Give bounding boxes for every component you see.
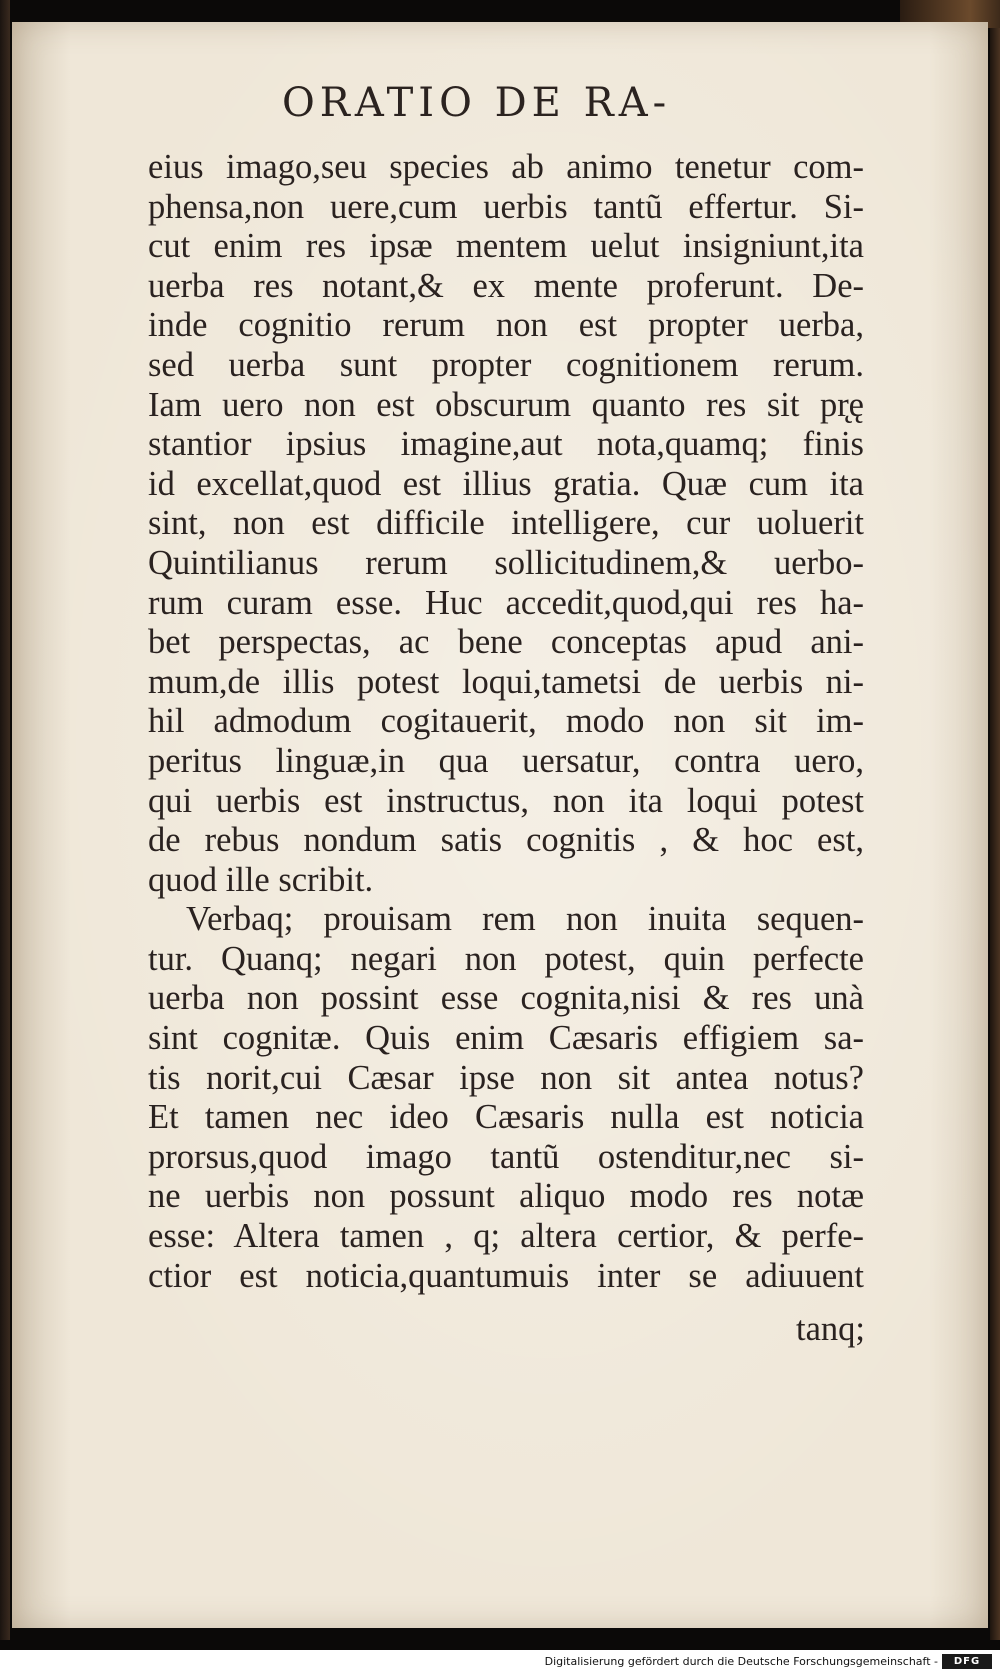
text-line: stantior ipsius imagine,aut nota,quamq; finis — [148, 425, 864, 464]
text-line: phensa,non uere,cum uerbis tantũ effertur. Si- — [148, 187, 864, 226]
text-line: uerba non possint esse cognita,nisi & res unà — [148, 979, 864, 1018]
footer-credit-text: Digitalisierung gefördert durch die Deutsche Forschungsgemeinschaft - — [544, 1655, 938, 1668]
text-line: prorsus,quod imago tantũ ostenditur,nec si- — [148, 1137, 864, 1176]
digitization-footer — [0, 1650, 1000, 1672]
text-line: peritus linguæ,in qua uersatur, contra uero, — [148, 741, 864, 780]
text-line: uerba res notant,& ex mente proferunt. De- — [148, 266, 864, 305]
text-line: id excellat,quod est illius gratia. Quæ cum ita — [148, 464, 864, 503]
text-line: Verbaq; prouisam rem non inuita sequen- — [186, 900, 864, 939]
text-line: ctior est noticia,quantumuis inter se adiuuent — [148, 1256, 864, 1295]
text-line: rum curam esse. Huc accedit,quod,qui res ha- — [148, 583, 864, 622]
paper-page — [12, 22, 988, 1628]
text-line: ne uerbis non possunt aliquo modo res notæ — [148, 1177, 864, 1216]
text-line: qui uerbis est instructus, non ita loqui potest — [148, 781, 864, 820]
text-line: sint cognitæ. Quis enim Cæsaris effigiem sa- — [148, 1019, 864, 1058]
running-head: ORATIO DE RA- — [282, 80, 672, 126]
text-line: inde cognitio rerum non est propter uerba, — [148, 306, 864, 345]
dfg-logo: DFG — [942, 1654, 992, 1669]
text-line: eius imago,seu species ab animo tenetur com- — [148, 148, 864, 186]
text-line: quod ille scribit. — [148, 860, 374, 899]
text-line: Iam uero non est obscurum quanto res sit pr̨ę — [148, 385, 864, 424]
text-line: Et tamen nec ideo Cæsaris nulla est noticia — [148, 1098, 864, 1137]
text-line: cut enim res ipsæ mentem uelut insigniunt,ita — [148, 227, 864, 266]
body-text — [148, 148, 864, 1296]
text-line: de rebus nondum satis cognitis , & hoc est, — [148, 821, 864, 860]
text-line: Quintilianus rerum sollicitudinem,& uerbo- — [148, 543, 864, 582]
text-line: bet perspectas, ac bene conceptas apud ani- — [148, 623, 864, 662]
text-line: hil admodum cogitauerit, modo non sit im- — [148, 702, 864, 741]
text-line: sed uerba sunt propter cognitionem rerum. — [148, 345, 864, 384]
text-line: esse: Altera tamen , q; altera certior, & perfe- — [148, 1217, 864, 1256]
text-line: tis norit,cui Cæsar ipse non sit antea notus? — [148, 1058, 864, 1097]
catchword: tanq; — [796, 1310, 865, 1348]
text-line: sint, non est difficile intelligere, cur uoluerit — [148, 504, 864, 543]
text-line: mum,de illis potest loqui,tametsi de uerbis ni- — [148, 662, 864, 701]
book-cover-edge — [990, 0, 1000, 1640]
book-spine-edge — [0, 0, 10, 1640]
text-line: tur. Quanq; negari non potest, quin perfecte — [148, 939, 864, 978]
